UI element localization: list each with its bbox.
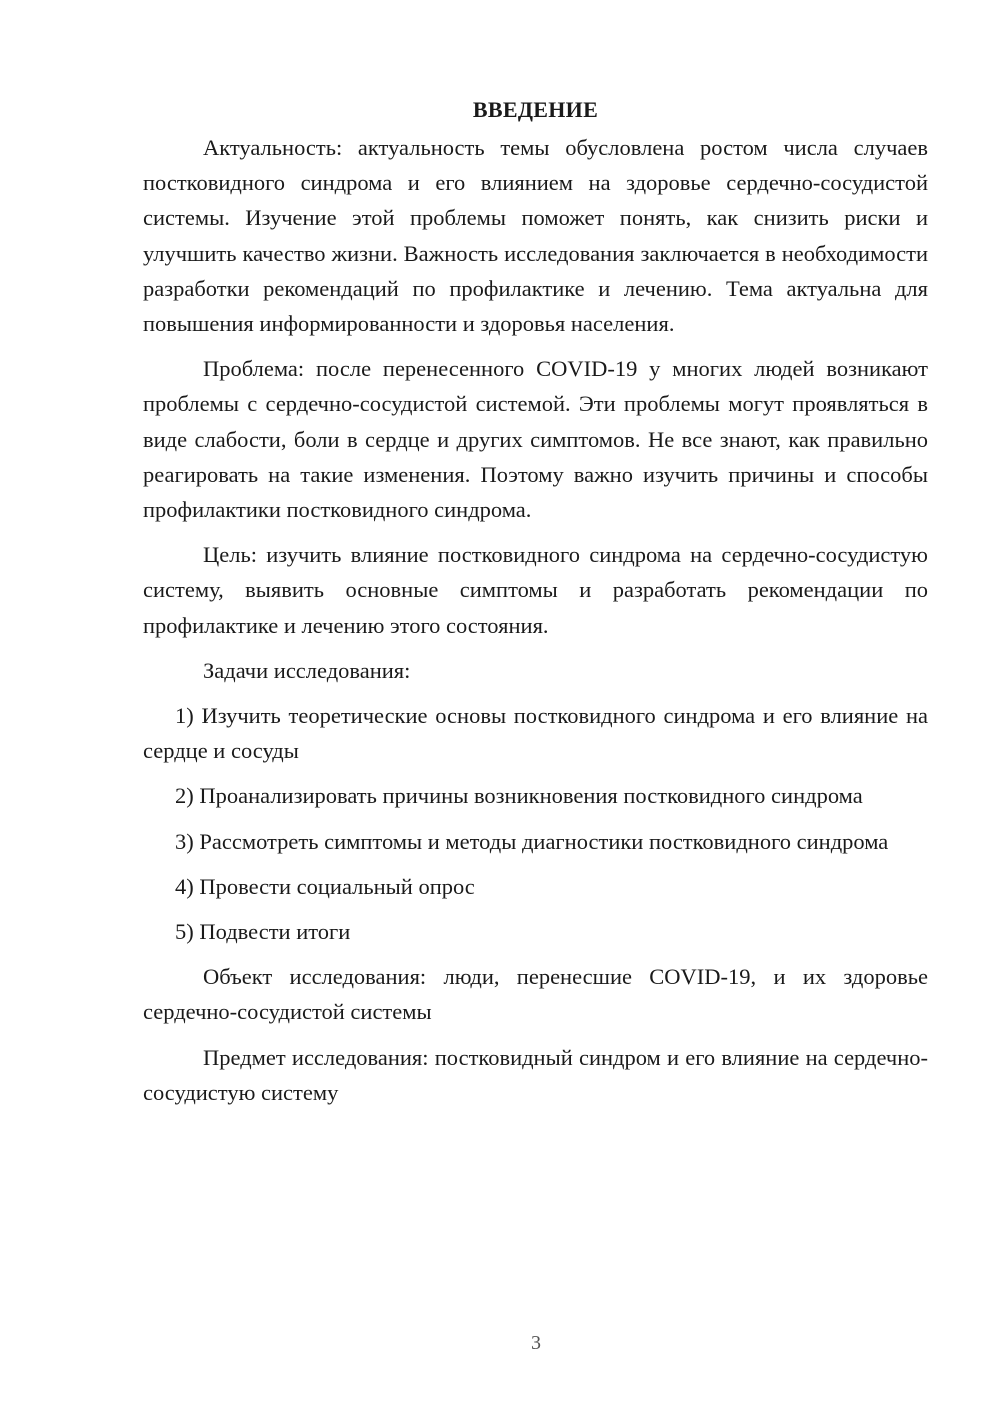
page-number: 3 xyxy=(531,1332,541,1354)
goal-paragraph: Цель: изучить влияние постковидного синдрома на сердечно-сосудистую систему, выявить основные симптомы и разработать рекомендации по профилактике и лечению этого состояния. xyxy=(143,542,928,638)
task-item-2: 2) Проанализировать причины возникновения постковидного синдрома xyxy=(175,783,863,809)
relevance-paragraph: Актуальность: актуальность темы обусловлена ростом числа случаев постковидного синдрома и его влиянием на здоровье сердечно-сосудистой системы. Изучение этой проблемы поможет понять, как снизить риски и улучшить качество жизни. Важность исследования заключается в необходимости разработки рекомендаций по профилактике и лечению. Тема актуальна для повышения информированности и здоровья населения. xyxy=(143,135,928,337)
task-item-1: 1) Изучить теоретические основы постковидного синдрома и его влияние на сердце и сосуды xyxy=(143,703,928,764)
task-item-3: 3) Рассмотреть симптомы и методы диагностики постковидного синдрома xyxy=(175,828,889,854)
task-item-5: 5) Подвести итоги xyxy=(175,919,351,945)
object-paragraph: Объект исследования: люди, перенесшие COVID-19, и их здоровье сердечно-сосудистой системы xyxy=(143,964,928,1025)
document-page xyxy=(143,92,928,1120)
task-item-4: 4) Провести социальный опрос xyxy=(175,873,475,899)
problem-paragraph: Проблема: после перенесенного COVID-19 у многих людей возникают проблемы с сердечно-сосудистой системой. Эти проблемы могут проявляться в виде слабости, боли в сердце и других симптомов. Не все знают, как правильно реагировать на такие изменения. Поэтому важно изучить причины и способы профилактики постковидного синдрома. xyxy=(143,356,928,523)
subject-paragraph: Предмет исследования: постковидный синдром и его влияние на сердечно-сосудистую систему xyxy=(143,1044,928,1105)
page-title: ВВЕДЕНИЕ xyxy=(472,97,599,122)
tasks-heading: Задачи исследования: xyxy=(203,657,411,683)
